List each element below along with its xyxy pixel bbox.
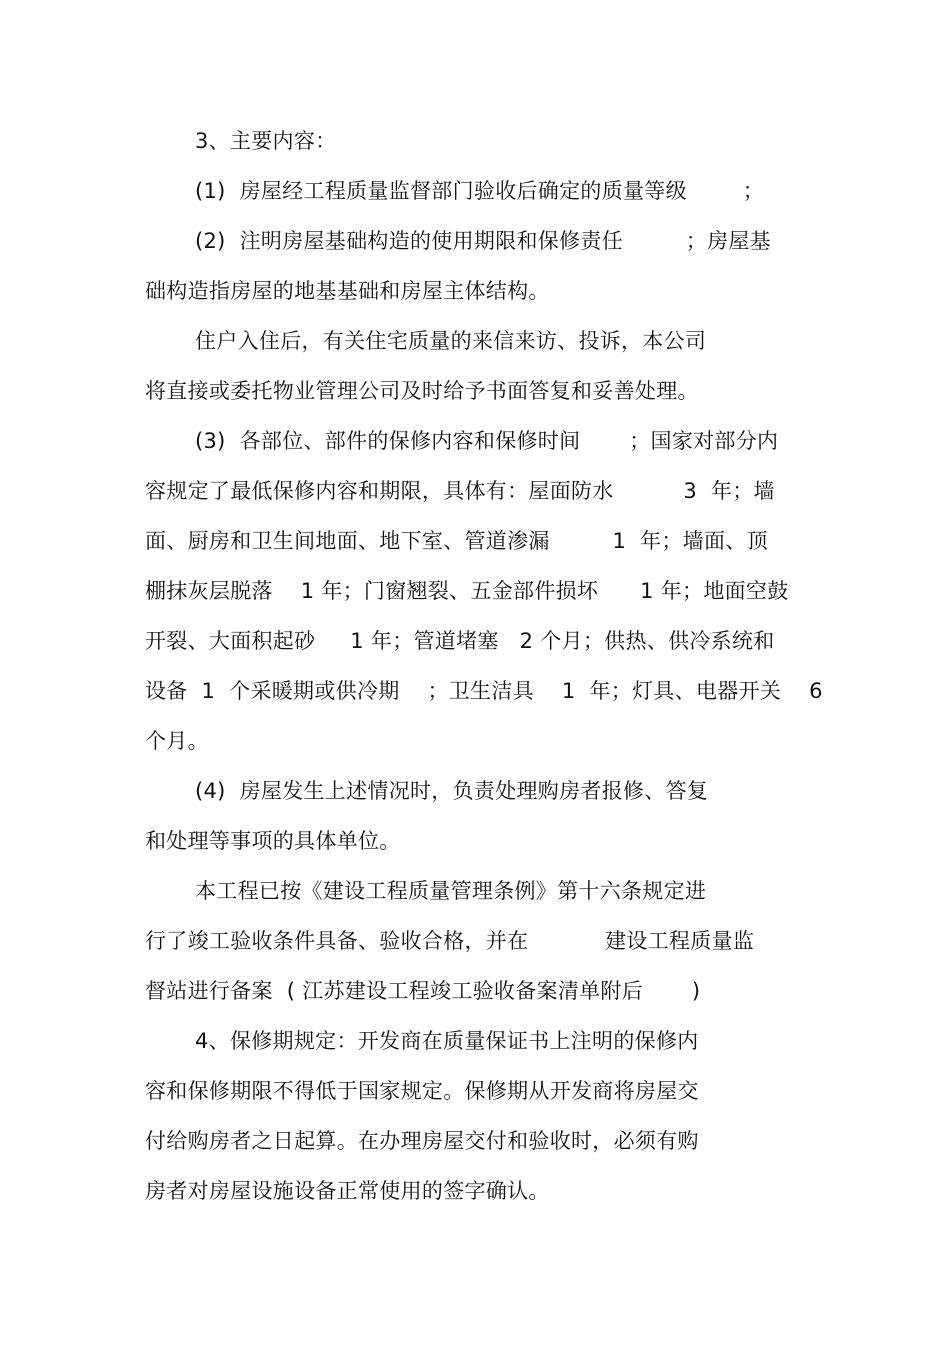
item-4-line-2: 和处理等事项的具体单位。 xyxy=(145,829,401,853)
filing-paragraph-line-2: 行了竣工验收条件具备、验收合格，并在 建设工程质量监 xyxy=(145,929,755,953)
item-3-line-3: 面、厨房和卫生间地面、地下室、管道渗漏 1 年；墙面、顶 xyxy=(145,529,768,553)
resident-paragraph-line-2: 将直接或委托物业管理公司及时给予书面答复和妥善处理。 xyxy=(145,379,699,403)
item-3-line-5: 开裂、大面积起砂 1 年；管道堵塞 2 个月；供热、供冷系统和 xyxy=(145,629,775,653)
item-3-line-4: 棚抹灰层脱落 1 年；门窗翘裂、五金部件损坏 1 年；地面空鼓 xyxy=(145,579,789,603)
item-3-line-2: 容规定了最低保修内容和期限，具体有：屋面防水 3 年；墙 xyxy=(145,479,775,503)
section-4-line-4: 房者对房屋设施设备正常使用的签字确认。 xyxy=(145,1179,550,1203)
item-3-line-7: 个月。 xyxy=(145,729,209,753)
item-1-line: (1) 房屋经工程质量监督部门验收后确定的质量等级 ； xyxy=(195,179,764,203)
section-3-heading: 3、主要内容： xyxy=(195,129,337,153)
filing-paragraph-line-1: 本工程已按《建设工程质量管理条例》第十六条规定进 xyxy=(195,879,707,903)
section-4-line-2: 容和保修期限不得低于国家规定。保修期从开发商将房屋交 xyxy=(145,1079,699,1103)
item-4-line-1: (4) 房屋发生上述情况时，负责处理购房者报修、答复 xyxy=(195,779,709,803)
resident-paragraph-line-1: 住户入住后，有关住宅质量的来信来访、投诉，本公司 xyxy=(195,329,707,353)
section-4-line-1: 4、保修期规定：开发商在质量保证书上注明的保修内 xyxy=(195,1029,699,1053)
item-2-line-1: (2) 注明房屋基础构造的使用期限和保修责任 ；房屋基 xyxy=(195,229,771,253)
item-2-line-2: 础构造指房屋的地基基础和房屋主体结构。 xyxy=(145,279,550,303)
filing-paragraph-line-3: 督站进行备案 ( 江苏建设工程竣工验收备案清单附后 ) xyxy=(145,979,701,1003)
section-4-line-3: 付给购房者之日起算。在办理房屋交付和验收时，必须有购 xyxy=(145,1129,699,1153)
item-3-line-6: 设备 1 个采暖期或供冷期 ；卫生洁具 1 年；灯具、电器开关 6 xyxy=(145,679,823,703)
item-3-line-1: (3) 各部位、部件的保修内容和保修时间 ；国家对部分内 xyxy=(195,429,779,453)
